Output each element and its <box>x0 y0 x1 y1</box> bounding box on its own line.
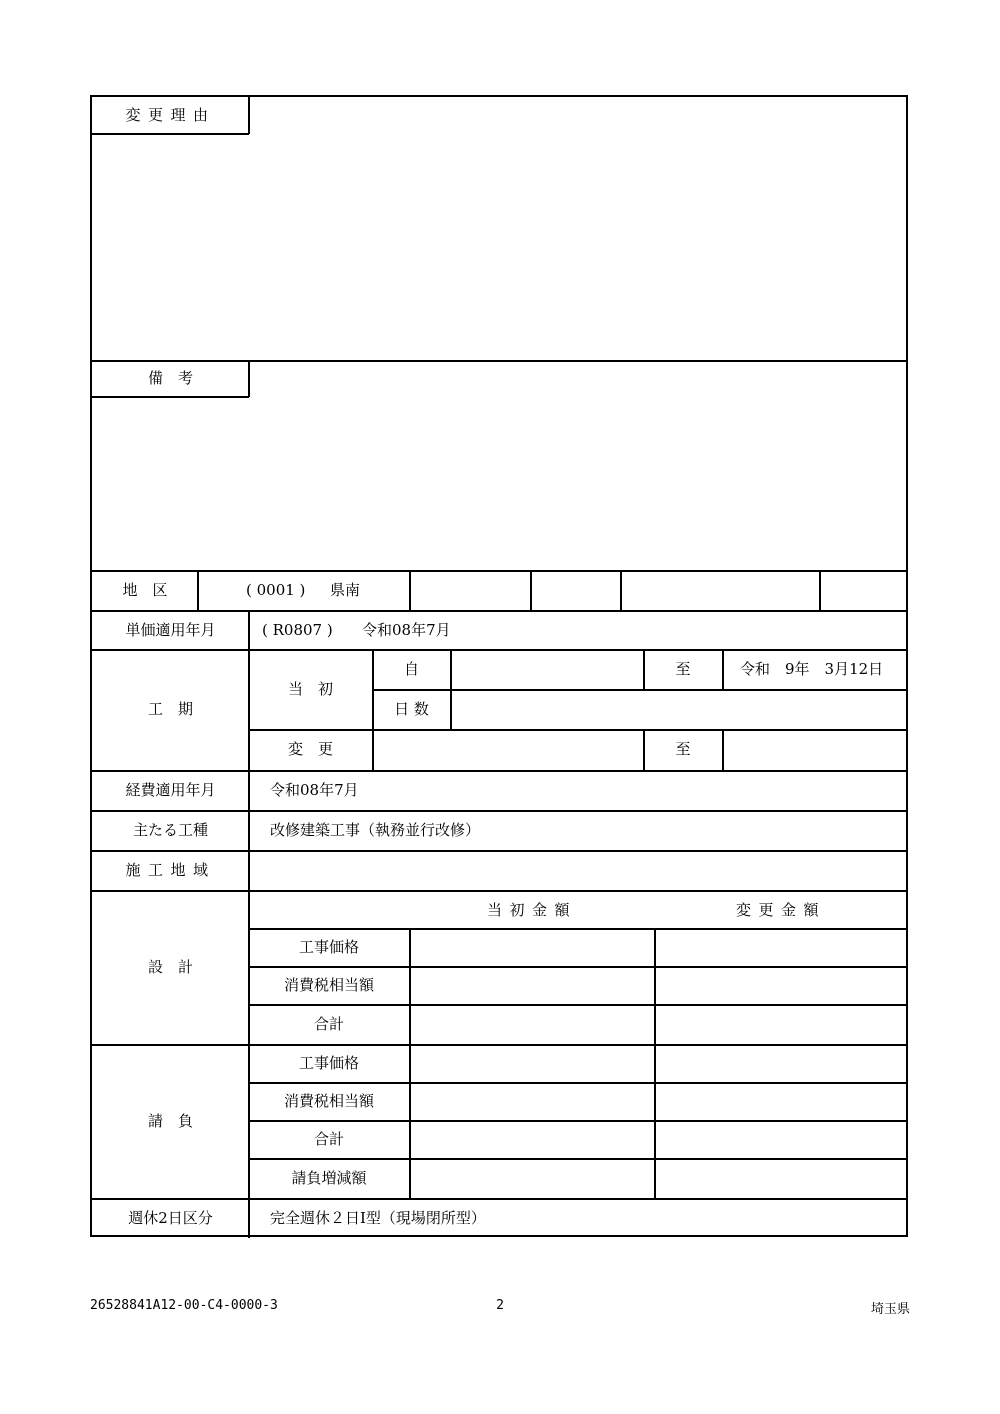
expense-month-value: 令和08年7月 <box>270 781 359 799</box>
unit-price-month-label: 単価適用年月 <box>125 621 216 639</box>
design-construction-price-label: 工事価格 <box>298 938 359 956</box>
expense-month-label: 経費適用年月 <box>125 781 216 799</box>
changed-period-to-label: 至 <box>675 740 691 758</box>
changed-amount-header: 変更金額 <box>735 901 826 919</box>
design-tax-label: 消費税相当額 <box>283 976 374 994</box>
district-code: ( 0001 ) <box>246 581 306 599</box>
unit-price-month-value: 令和08年7月 <box>362 621 451 639</box>
design-change-form <box>90 95 908 1237</box>
changed-period-label: 変 更 <box>287 740 333 758</box>
construction-area-label: 施工地域 <box>125 861 216 879</box>
design-label: 設 計 <box>147 958 193 976</box>
contract-change-amount-label: 請負増減額 <box>291 1169 367 1187</box>
main-work-type-label: 主たる工種 <box>132 821 208 839</box>
initial-amount-header: 当初金額 <box>486 901 577 919</box>
issuing-organization: 埼玉県 <box>870 1302 910 1317</box>
change-reason-label: 変更理由 <box>125 106 216 124</box>
unit-price-month-code: ( R0807 ) <box>262 621 333 639</box>
district-label: 地 区 <box>122 581 168 599</box>
contract-label: 請 負 <box>147 1112 193 1130</box>
period-to-label: 至 <box>675 660 691 678</box>
construction-period-label: 工 期 <box>147 700 193 718</box>
period-from-label: 自 <box>403 660 419 678</box>
weekly-two-days-off-label: 週休2日区分 <box>128 1209 213 1227</box>
contract-construction-price-label: 工事価格 <box>298 1054 359 1072</box>
period-days-label: 日 数 <box>394 700 429 718</box>
remarks-label: 備 考 <box>147 369 193 387</box>
weekly-two-days-off-value: 完全週休２日Ⅰ型（現場閉所型） <box>270 1209 486 1227</box>
main-work-type-value: 改修建築工事（執務並行改修） <box>270 821 481 839</box>
page-number: 2 <box>496 1298 504 1313</box>
document-id: 26528841A12-00-C4-0000-3 <box>90 1298 278 1313</box>
design-total-label: 合計 <box>313 1015 344 1033</box>
initial-period-label: 当 初 <box>287 680 333 698</box>
contract-total-label: 合計 <box>313 1130 344 1148</box>
period-to-value: 令和 9年 3月12日 <box>740 660 884 678</box>
district-name: 県南 <box>330 581 361 599</box>
contract-tax-label: 消費税相当額 <box>283 1092 374 1110</box>
